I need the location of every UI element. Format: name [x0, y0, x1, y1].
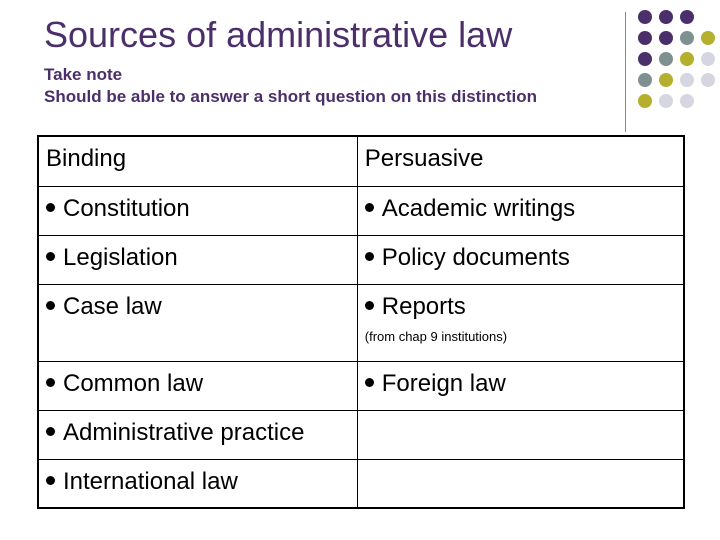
dot [659, 52, 673, 66]
subtitle-line-1: Take note [44, 65, 123, 84]
empty-cell [357, 459, 684, 508]
slide-title: Sources of administrative law [44, 14, 513, 55]
binding-item: Common law [63, 369, 204, 397]
decorative-dot-grid [638, 10, 718, 120]
dot [680, 10, 694, 24]
binding-item: Case law [63, 292, 162, 320]
dot [638, 31, 652, 45]
sources-table [37, 135, 685, 509]
header-binding: Binding [46, 145, 127, 172]
bullet-icon [46, 378, 55, 387]
bullet-icon [365, 301, 374, 310]
dot [701, 52, 715, 66]
binding-item: Constitution [63, 194, 190, 222]
dot [659, 31, 673, 45]
dot [638, 52, 652, 66]
bullet-icon [46, 301, 55, 310]
slide-subtitle [44, 64, 537, 108]
bullet-icon [365, 203, 374, 212]
persuasive-item: Reports [381, 292, 466, 320]
binding-item: Legislation [63, 243, 178, 271]
binding-item: Administrative practice [63, 418, 305, 446]
dot [680, 52, 694, 66]
dot [680, 31, 694, 45]
dot [680, 94, 694, 108]
source-note: (from chap 9 institutions) [364, 328, 508, 344]
bullet-icon [46, 252, 55, 261]
bullet-icon [46, 476, 55, 485]
dot [701, 73, 715, 87]
table-row [38, 235, 684, 284]
table-row [38, 186, 684, 235]
divider-line [625, 12, 626, 132]
dot [638, 73, 652, 87]
dot [680, 73, 694, 87]
bullet-icon [46, 427, 55, 436]
persuasive-item: Academic writings [381, 194, 576, 222]
bullet-icon [365, 378, 374, 387]
table-header-row [38, 136, 684, 186]
persuasive-item: Policy documents [381, 243, 570, 271]
table-row [38, 410, 684, 459]
dot [638, 94, 652, 108]
dot [701, 31, 715, 45]
empty-cell [357, 410, 684, 459]
dot [638, 10, 652, 24]
table-row [38, 459, 684, 508]
bullet-icon [365, 252, 374, 261]
dot [659, 10, 673, 24]
table-row [38, 284, 684, 361]
persuasive-item: Foreign law [381, 369, 506, 397]
table-row [38, 361, 684, 410]
subtitle-line-2: Should be able to answer a short question on this distinction [44, 87, 538, 106]
binding-item: International law [63, 467, 238, 495]
dot [659, 73, 673, 87]
bullet-icon [46, 203, 55, 212]
dot [659, 94, 673, 108]
header-persuasive: Persuasive [364, 145, 484, 172]
